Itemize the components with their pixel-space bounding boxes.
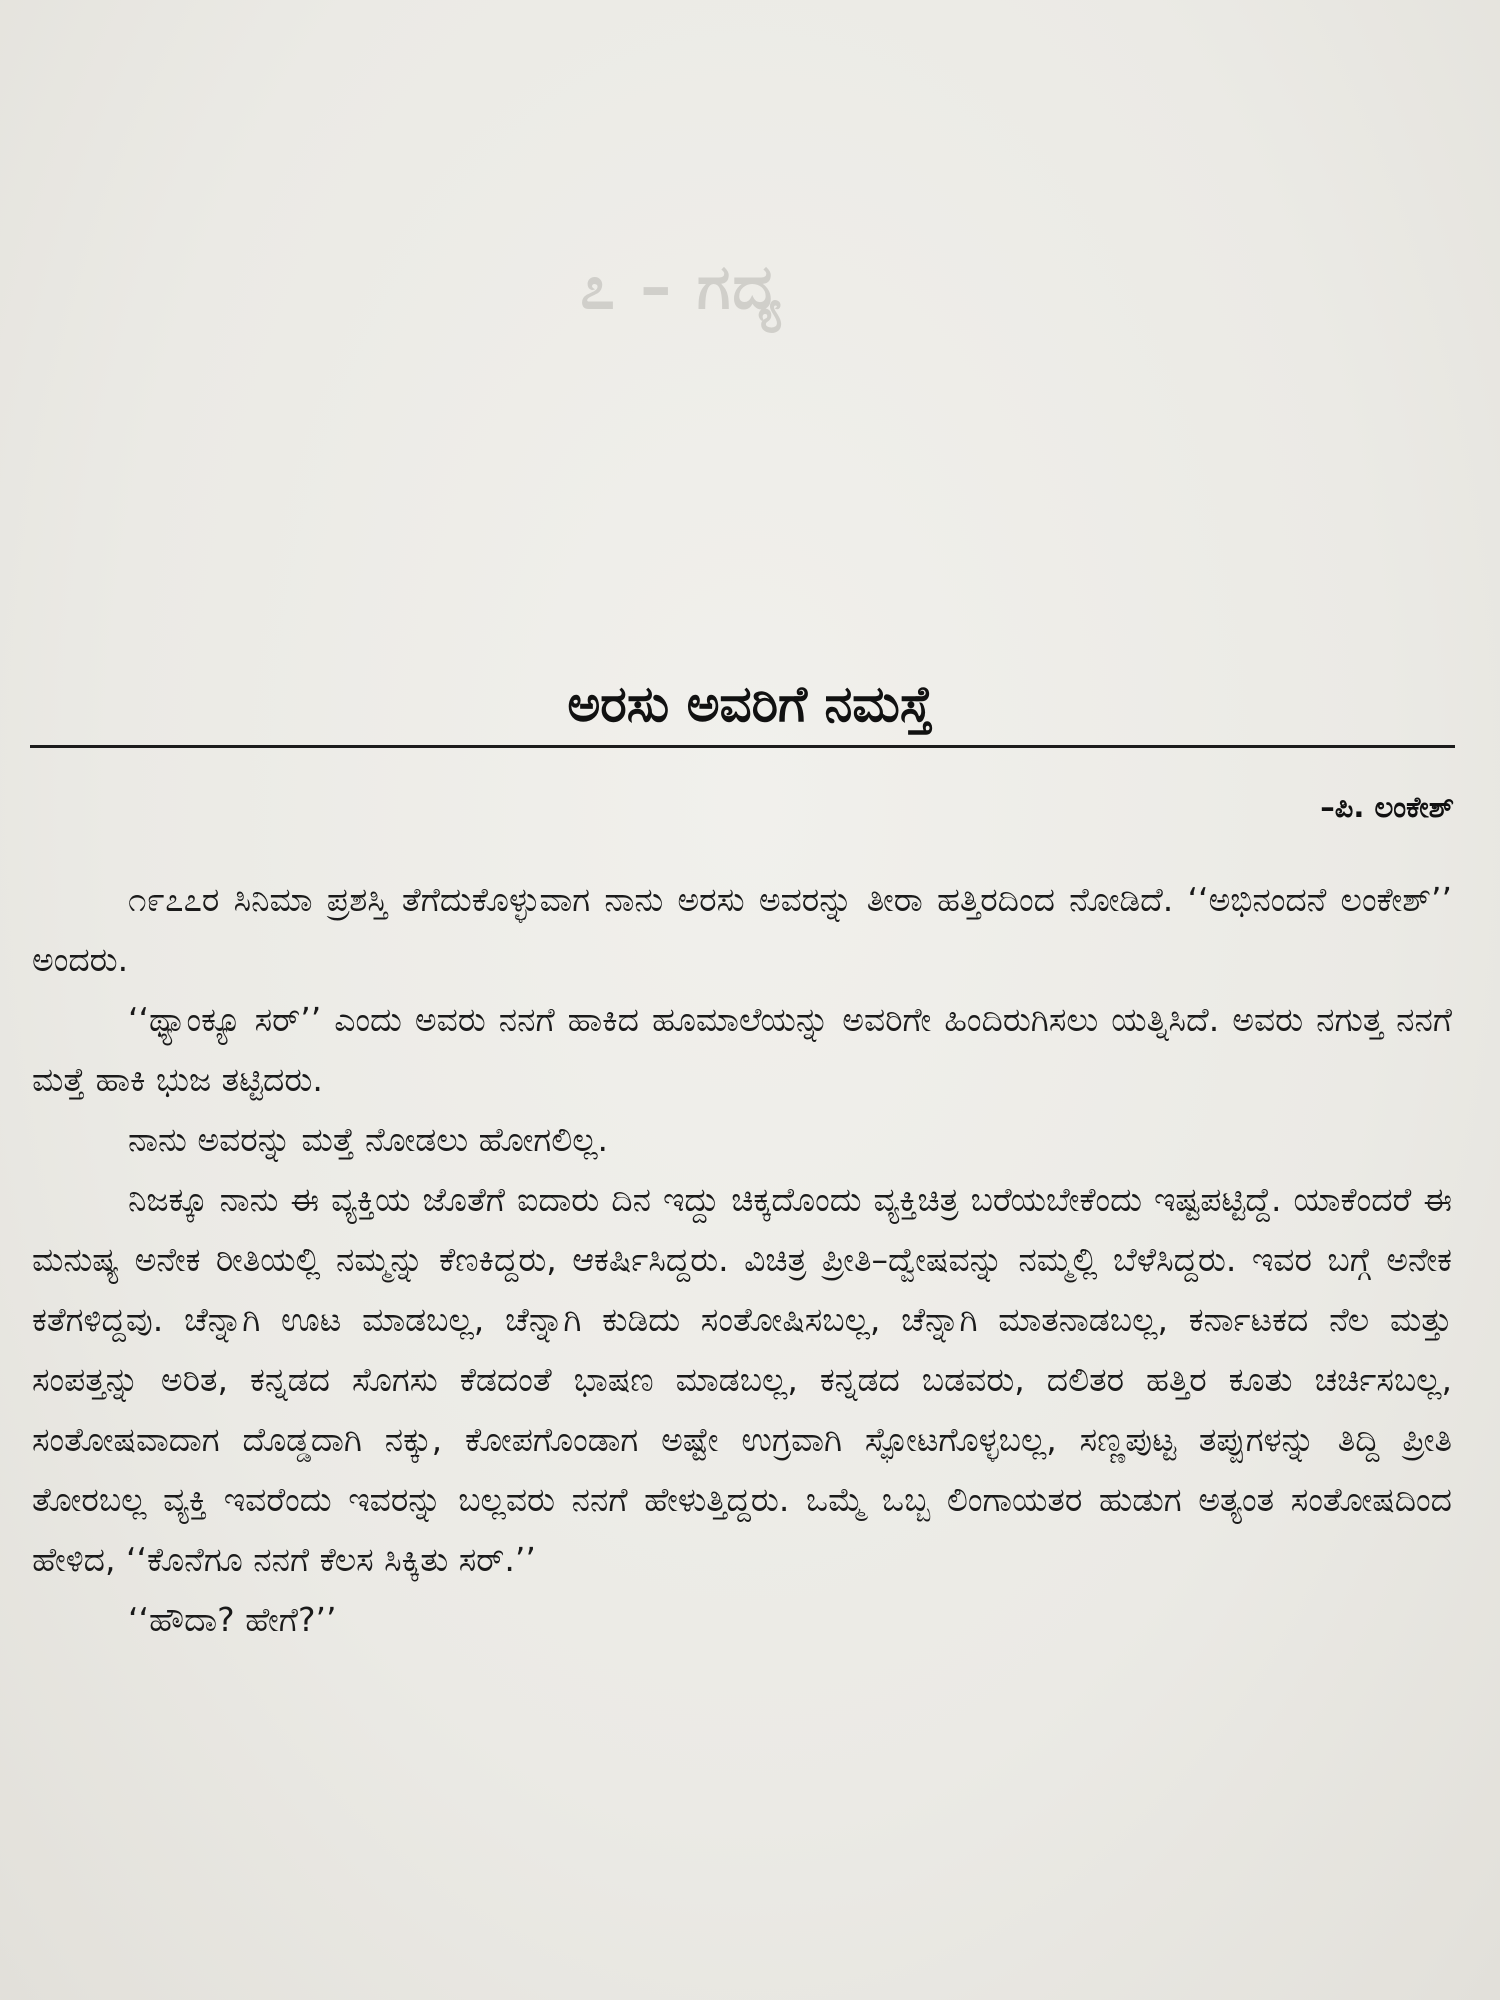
paragraph: ‘‘ಹೌದಾ? ಹೇಗೆ?’’	[128, 1600, 337, 1639]
paragraph: ನಿಜಕ್ಕೂ ನಾನು ಈ ವ್ಯಕ್ತಿಯ ಜೊತೆಗೆ ಐದಾರು ದಿನ ಇದ್ದು ಚಿಕ್ಕದೊಂದು ವ್ಯಕ್ತಿಚಿತ್ರ ಬರೆಯಬೇಕೆಂದು ಇಷ್ಟಪಟ್ಟಿದ್ದೆ. ಯಾಕೆಂದರೆ ಈ ಮನುಷ್ಯ ಅನೇಕ ರೀತಿಯಲ್ಲಿ ನಮ್ಮನ್ನು ಕೆಣಕಿದ್ದರು, ಆಕರ್ಷಿಸಿದ್ದರು. ವಿಚಿತ್ರ ಪ್ರೀತಿ–ದ್ವೇಷವನ್ನು ನಮ್ಮಲ್ಲಿ ಬೆಳೆಸಿದ್ದರು. ಇವರ ಬಗ್ಗೆ ಅನೇಕ ಕತೆಗಳಿದ್ದವು. ಚೆನ್ನಾಗಿ ಊಟ ಮಾಡಬಲ್ಲ, ಚೆನ್ನಾಗಿ ಕುಡಿದು ಸಂತೋಷಿಸಬಲ್ಲ, ಚೆನ್ನಾಗಿ ಮಾತನಾಡಬಲ್ಲ, ಕರ್ನಾಟಕದ ನೆಲ ಮತ್ತು ಸಂಪತ್ತನ್ನು ಅರಿತ, ಕನ್ನಡದ ಸೊಗಸು ಕೆಡದಂತೆ ಭಾಷಣ ಮಾಡಬಲ್ಲ, ಕನ್ನಡದ ಬಡವರು, ದಲಿತರ ಹತ್ತಿರ ಕೂತು ಚರ್ಚಿಸಬಲ್ಲ, ಸಂತೋಷವಾದಾಗ ದೊಡ್ಡದಾಗಿ ನಕ್ಕು, ಕೋಪಗೊಂಡಾಗ ಅಷ್ಟೇ ಉಗ್ರವಾಗಿ ಸ್ಫೋಟಗೊಳ್ಳಬಲ್ಲ, ಸಣ್ಣಪುಟ್ಟ ತಪ್ಪುಗಳನ್ನು ತಿದ್ದಿ ಪ್ರೀತಿ ತೋರಬಲ್ಲ ವ್ಯಕ್ತಿ ಇವರೆಂದು ಇವರನ್ನು ಬಲ್ಲವರು ನನಗೆ ಹೇಳುತ್ತಿದ್ದರು. ಒಮ್ಮೆ ಒಬ್ಬ ಲಿಂಗಾಯತರ ಹುಡುಗ ಅತ್ಯಂತ ಸಂತೋಷದಿಂದ ಹೇಳಿದ, ‘‘ಕೊನೆಗೂ ನನಗೆ ಕೆಲಸ ಸಿಕ್ಕಿತು ಸರ್.’’	[32, 1180, 1452, 1579]
chapter-body	[32, 870, 1452, 1650]
chapter-title: ಅರಸು ಅವರಿಗೆ ನಮಸ್ತೆ	[567, 675, 933, 733]
title-rule	[30, 745, 1455, 748]
paragraph: ‘‘ಥ್ಯಾಂಕ್ಯೂ ಸರ್’’ ಎಂದು ಅವರು ನನಗೆ ಹಾಕಿದ ಹೂಮಾಲೆಯನ್ನು ಅವರಿಗೇ ಹಿಂದಿರುಗಿಸಲು ಯತ್ನಿಸಿದೆ. ಅವರು ನಗುತ್ತ ನನಗೆ ಮತ್ತೆ ಹಾಕಿ ಭುಜ ತಟ್ಟಿದರು.	[32, 1000, 1452, 1099]
show-through-section-heading: ೭ – ಗದ್ಯ	[580, 250, 784, 323]
paragraph: ನಾನು ಅವರನ್ನು ಮತ್ತೆ ನೋಡಲು ಹೋಗಲಿಲ್ಲ.	[128, 1120, 609, 1159]
author-byline: –ಪಿ. ಲಂಕೇಶ್	[1320, 790, 1454, 824]
paragraph: ೧೯೭೭ರ ಸಿನಿಮಾ ಪ್ರಶಸ್ತಿ ತೆಗೆದುಕೊಳ್ಳುವಾಗ ನಾನು ಅರಸು ಅವರನ್ನು ತೀರಾ ಹತ್ತಿರದಿಂದ ನೋಡಿದೆ. ‘‘ಅಭಿನಂದನೆ ಲಂಕೇಶ್’’ ಅಂದರು.	[32, 880, 1452, 979]
